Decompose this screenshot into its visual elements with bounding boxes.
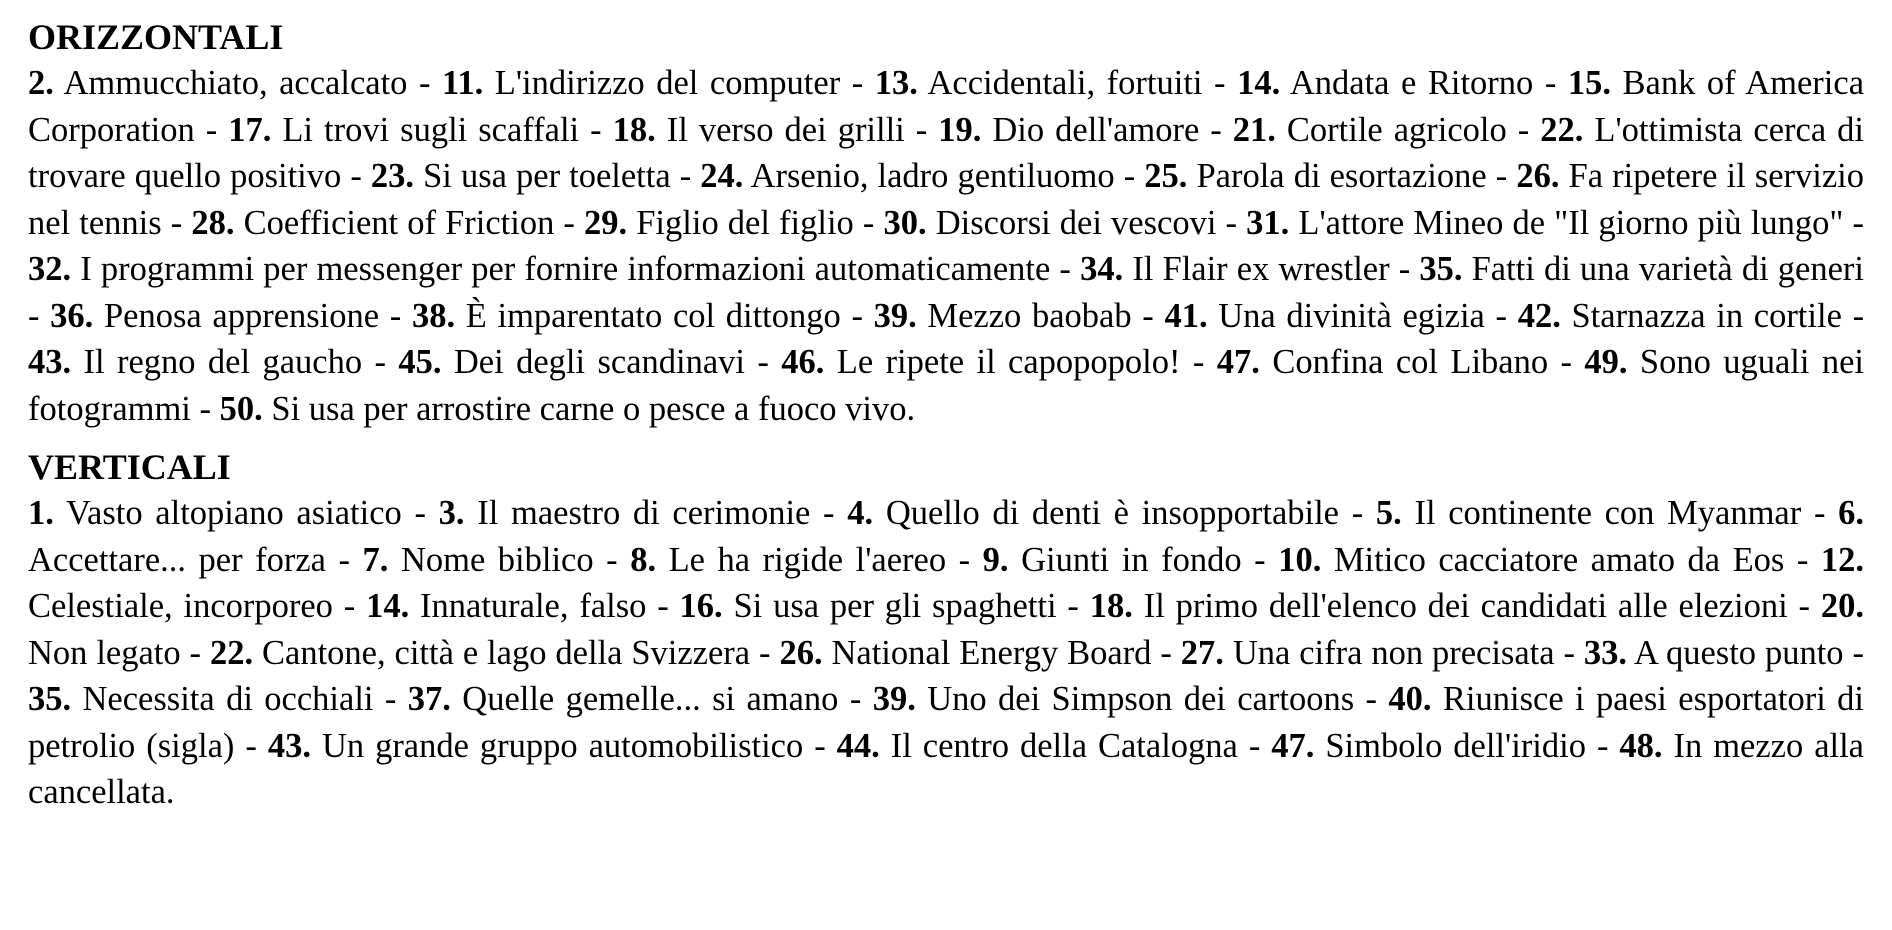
clue-separator: -	[838, 680, 873, 718]
clue-number: 43.	[28, 343, 72, 381]
clue-text: Penosa apprensione	[103, 296, 380, 335]
clue-number: 12.	[1820, 540, 1865, 579]
clue-number: 17.	[228, 110, 272, 149]
clue-text: Discorsi dei vescovi	[935, 203, 1217, 242]
clue-text: Dio dell'amore	[992, 110, 1200, 149]
clue-list-verticali	[28, 490, 1864, 816]
clue-number: 9.	[982, 540, 1009, 579]
clue-separator: -	[1787, 587, 1821, 625]
clue-separator: -	[840, 296, 874, 335]
clue-text: Ammucchiato, accalcato	[63, 64, 408, 102]
clue-number: 36.	[50, 296, 94, 335]
clue-text: Arsenio, ladro gentiluomo	[750, 157, 1115, 195]
clue-text: Vasto altopiano asiatico	[65, 494, 402, 532]
clue-separator: -	[1841, 296, 1865, 335]
clue-text: Quelle gemelle... si amano	[462, 680, 839, 718]
clue-text: Non legato	[28, 633, 181, 672]
clue-number: 11.	[441, 64, 484, 102]
clue-text: Si usa per toeletta	[423, 157, 671, 195]
clue-text: Mitico cacciatore amato da Eos	[1333, 540, 1785, 579]
clue-number: 41.	[1164, 296, 1208, 335]
clue-text: Fatti di una varietà di generi	[1471, 250, 1864, 288]
clue-text: Il Flair ex wrestler	[1132, 250, 1390, 288]
clue-text: Le ha rigide l'aereo	[668, 540, 947, 579]
clue-separator: -	[1843, 633, 1864, 672]
clue-separator: -	[1237, 726, 1272, 765]
clue-separator: -	[1050, 250, 1081, 288]
clue-number: 22.	[1540, 110, 1584, 149]
clue-number: 46.	[781, 343, 825, 381]
clue-number: 35.	[28, 680, 72, 718]
clue-separator: -	[325, 540, 363, 579]
clue-text: Le ripete il capopopolo!	[836, 343, 1181, 381]
clue-separator: -	[234, 726, 268, 765]
clue-separator: -	[946, 540, 983, 579]
clue-separator: -	[1784, 540, 1821, 579]
clue-text: Mezzo baobab	[927, 296, 1132, 335]
clue-text: Celestiale, incorporeo	[28, 587, 333, 625]
clue-text: Cortile agricolo	[1286, 110, 1507, 149]
clue-separator: -	[803, 726, 837, 765]
clue-separator: -	[1131, 296, 1165, 335]
clue-separator: -	[1180, 343, 1217, 381]
clue-number: 27.	[1180, 633, 1224, 672]
clue-number: 45.	[398, 343, 442, 381]
clue-number: 42.	[1517, 296, 1561, 335]
clue-text: Sono uguali nei fotogrammi	[28, 343, 1865, 428]
clue-number: 26.	[779, 633, 823, 672]
clue-separator: -	[840, 64, 875, 102]
clue-text: Il continente con Myanmar	[1414, 494, 1802, 532]
clue-text: Una cifra non precisata	[1232, 633, 1555, 672]
clue-number: 50.	[219, 389, 263, 428]
clue-text: In mezzo alla cancellata.	[28, 726, 1864, 811]
clue-text: A questo punto	[1634, 633, 1844, 672]
clue-separator: -	[1354, 680, 1389, 718]
clue-number: 1.	[28, 494, 54, 532]
clue-separator: -	[1484, 296, 1518, 335]
clue-number: 32.	[28, 250, 72, 288]
clue-text: Li trovi sugli scaffali	[282, 110, 580, 149]
clue-separator: -	[1199, 110, 1233, 149]
clue-number: 3.	[438, 494, 465, 532]
clue-number: 43.	[267, 726, 311, 765]
clue-number: 29.	[584, 203, 628, 242]
clue-number: 16.	[679, 587, 723, 625]
clue-separator: -	[190, 389, 220, 428]
clue-separator: -	[341, 157, 371, 195]
clue-text: Dei degli scandinavi	[453, 343, 745, 381]
clue-number: 48.	[1619, 726, 1663, 765]
clue-text: Confina col Libano	[1272, 343, 1549, 381]
clue-text: Cantone, città e lago della Svizzera	[262, 633, 751, 672]
clue-number: 18.	[612, 110, 656, 149]
clue-separator: -	[407, 64, 442, 102]
clue-separator: -	[1486, 157, 1517, 195]
clue-text: Riunisce i paesi esportatori di petrolio (sigla)	[28, 680, 1865, 765]
clue-number: 10.	[1278, 540, 1322, 579]
clue-number: 6.	[1838, 494, 1864, 532]
clue-text: Una divinità egizia	[1218, 296, 1485, 335]
clue-number: 26.	[1516, 157, 1560, 195]
clue-text: È imparentato col dittongo	[465, 296, 841, 335]
clue-text: Simbolo dell'iridio	[1325, 726, 1586, 765]
clue-number: 22.	[209, 633, 254, 672]
clue-text: Il centro della Catalogna	[890, 726, 1238, 765]
clue-number: 19.	[938, 110, 982, 149]
clue-separator: -	[1339, 494, 1376, 532]
clue-text: Bank of America Corporation	[28, 64, 1865, 149]
clue-text: Si usa per arrostire carne o pesce a fuoco vivo.	[271, 389, 916, 428]
clue-separator: -	[373, 680, 408, 718]
clue-text: Un grande gruppo automobilistico	[321, 726, 804, 765]
clue-text: Necessita di occhiali	[82, 680, 374, 718]
clue-number: 21.	[1232, 110, 1276, 149]
clue-text: Uno dei Simpson dei cartoons	[927, 680, 1355, 718]
clue-text: Il maestro di cerimonie	[477, 494, 811, 532]
clue-list-orizzontali	[28, 60, 1864, 432]
clue-separator: -	[810, 494, 848, 532]
clue-separator: -	[1241, 540, 1279, 579]
section-verticali	[28, 444, 1864, 816]
clue-number: 28.	[191, 203, 235, 242]
section-title-verticali: VERTICALI	[28, 447, 231, 487]
clue-separator: -	[554, 203, 585, 242]
clue-separator: -	[745, 343, 782, 381]
clue-text: Accidentali, fortuiti	[927, 64, 1203, 102]
clue-separator: -	[670, 157, 701, 195]
clue-text: National Energy Board	[831, 633, 1152, 672]
clue-text: Giunti in fondo	[1021, 540, 1242, 579]
clue-number: 25.	[1144, 157, 1188, 195]
clue-separator: -	[1548, 343, 1585, 381]
clue-separator: -	[1533, 64, 1568, 102]
clue-number: 33.	[1583, 633, 1628, 672]
clue-number: 20.	[1820, 587, 1865, 625]
clue-separator: -	[1554, 633, 1584, 672]
clue-text: Starnazza in cortile	[1571, 296, 1842, 335]
clue-number: 35.	[1419, 250, 1463, 288]
clue-number: 47.	[1216, 343, 1260, 381]
clue-separator: -	[1216, 203, 1247, 242]
clue-text: Nome biblico	[400, 540, 594, 579]
clue-text: L'ottimista cerca di trovare quello positivo	[28, 110, 1864, 195]
clue-number: 49.	[1584, 343, 1628, 381]
clue-text: Andata e Ritorno	[1289, 64, 1534, 102]
section-orizzontali	[28, 14, 1864, 432]
clue-text: Figlio del figlio	[636, 203, 854, 242]
clue-text: Il verso dei grilli	[666, 110, 905, 149]
clue-number: 40.	[1388, 680, 1432, 718]
clue-separator: -	[646, 587, 680, 625]
clue-separator: -	[194, 110, 229, 149]
clue-separator: -	[1506, 110, 1541, 149]
clue-separator: -	[379, 296, 412, 335]
clue-number: 2.	[28, 64, 54, 102]
clue-number: 15.	[1567, 64, 1611, 102]
clue-number: 18.	[1089, 587, 1133, 625]
clue-separator: -	[593, 540, 631, 579]
clue-number: 39.	[873, 296, 917, 335]
clue-text: Innaturale, falso	[420, 587, 647, 625]
clue-separator: -	[1389, 250, 1420, 288]
clue-number: 14.	[1237, 64, 1281, 102]
clue-text: Fa ripetere il servizio nel tennis	[28, 157, 1864, 242]
clue-separator: -	[28, 296, 51, 335]
clue-separator: -	[362, 343, 399, 381]
clue-text: Parola di esortazione	[1196, 157, 1487, 195]
clue-number: 13.	[874, 64, 918, 102]
clue-number: 7.	[362, 540, 389, 579]
clue-text: Il regno del gaucho	[83, 343, 363, 381]
section-title-orizzontali: ORIZZONTALI	[28, 17, 284, 57]
clue-separator: -	[750, 633, 780, 672]
clue-number: 34.	[1080, 250, 1124, 288]
clue-separator: -	[579, 110, 613, 149]
clue-text: Si usa per gli spaghetti	[733, 587, 1057, 625]
clue-text: Coefficient of Friction	[243, 203, 555, 242]
clue-number: 44.	[836, 726, 880, 765]
clue-separator: -	[1114, 157, 1145, 195]
clue-text: Il primo dell'elenco dei candidati alle elezioni	[1143, 587, 1788, 625]
clue-text: L'attore Mineo de "Il giorno più lungo"	[1298, 203, 1844, 242]
clue-number: 8.	[630, 540, 657, 579]
clue-number: 24.	[700, 157, 744, 195]
clue-number: 14.	[366, 587, 410, 625]
clue-separator: -	[1801, 494, 1839, 532]
clue-number: 30.	[883, 203, 927, 242]
clue-separator: -	[161, 203, 192, 242]
clue-number: 31.	[1246, 203, 1290, 242]
clue-text: I programmi per messenger per fornire informazioni automaticamente	[80, 250, 1051, 288]
clue-separator: -	[1843, 203, 1865, 242]
clue-number: 4.	[847, 494, 874, 532]
clue-number: 38.	[411, 296, 456, 335]
clue-separator: -	[180, 633, 210, 672]
clue-number: 23.	[370, 157, 415, 195]
clue-separator: -	[1056, 587, 1090, 625]
clue-separator: -	[401, 494, 439, 532]
clue-text: L'indirizzo del computer	[494, 64, 841, 102]
clue-number: 5.	[1375, 494, 1402, 532]
clue-separator: -	[1202, 64, 1238, 102]
clue-number: 47.	[1271, 726, 1315, 765]
clue-text: Accettare... per forza	[28, 540, 326, 579]
clue-number: 39.	[872, 680, 916, 718]
clue-separator: -	[332, 587, 367, 625]
clue-separator: -	[853, 203, 884, 242]
clue-text: Quello di denti è insopportabile	[885, 494, 1339, 532]
clue-separator: -	[1585, 726, 1620, 765]
clue-separator: -	[1151, 633, 1181, 672]
clue-separator: -	[904, 110, 939, 149]
clue-number: 37.	[407, 680, 451, 718]
